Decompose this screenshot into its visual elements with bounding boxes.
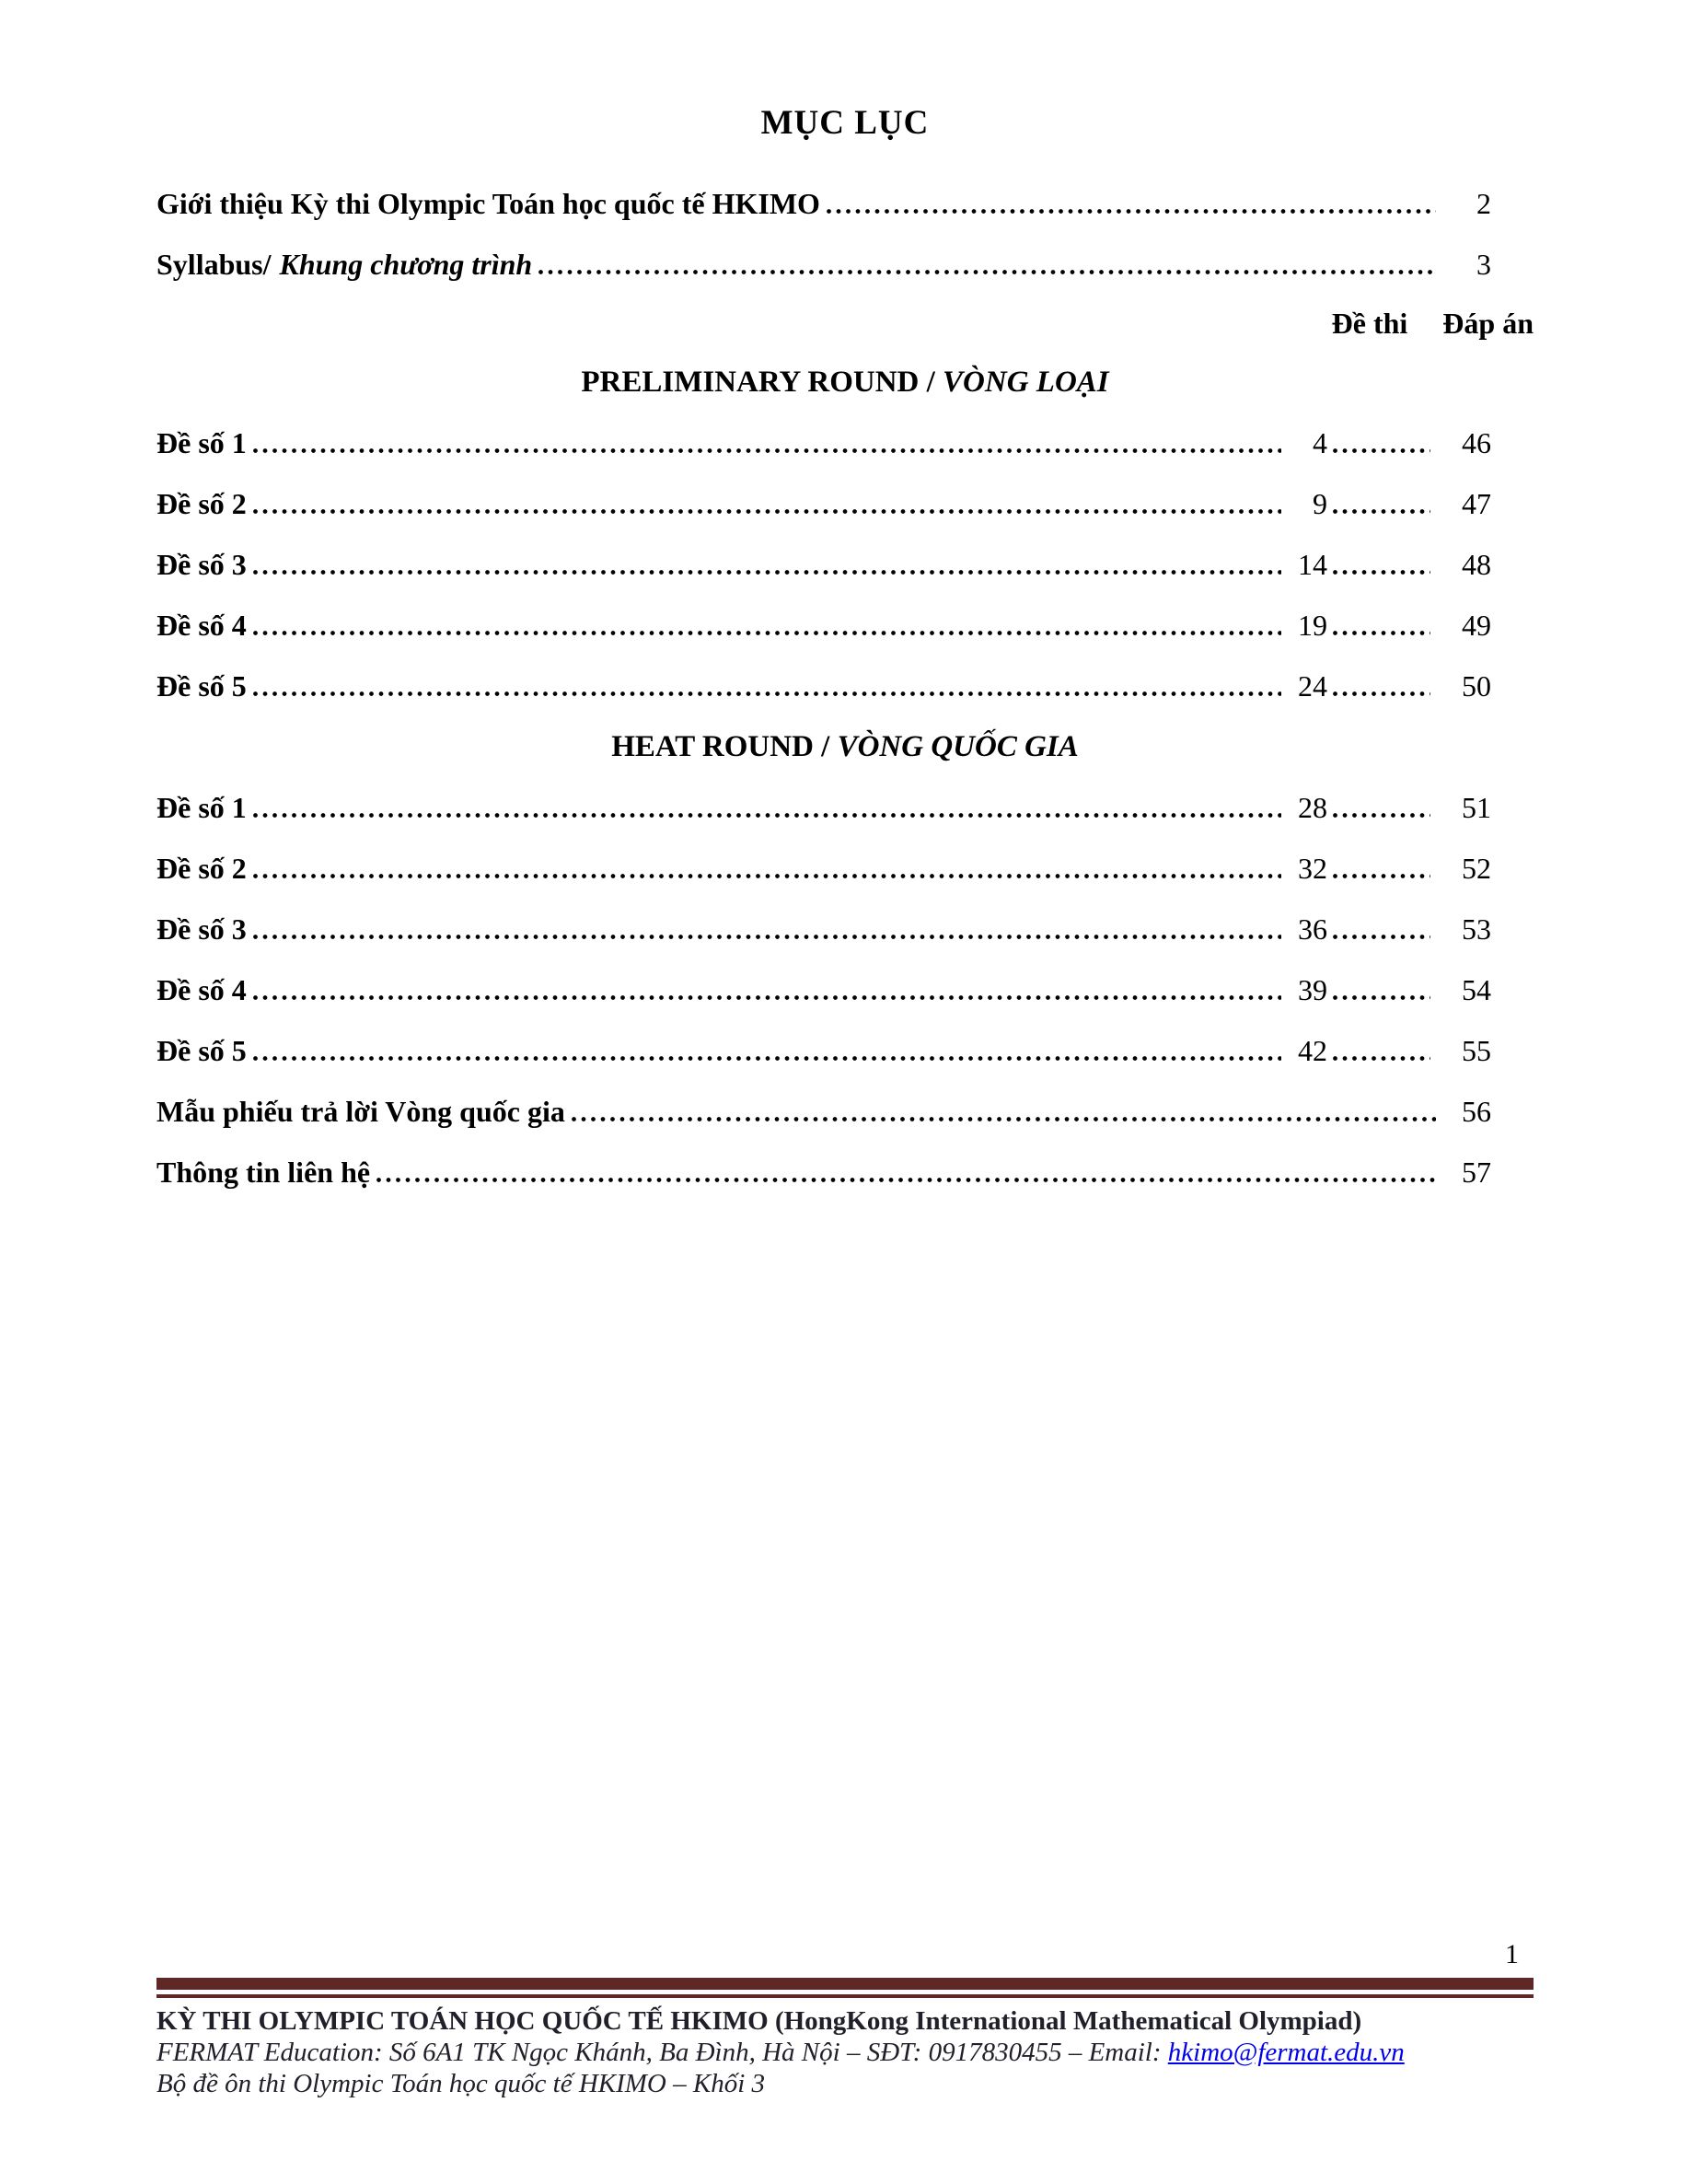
dot-leader: [253, 691, 1281, 696]
dot-leader: [1333, 935, 1430, 939]
section-heading: [156, 717, 1534, 778]
dot-leader: [538, 270, 1436, 274]
page-footer: [156, 1934, 1534, 2099]
toc-entry-label-italic: Khung chương trình: [279, 248, 533, 281]
dot-leader: [253, 631, 1281, 635]
toc-entry-answer: 49: [1462, 609, 1491, 642]
toc-entry-page: 42: [1298, 1034, 1327, 1067]
dot-leader: [253, 1056, 1281, 1061]
toc-entry: [156, 235, 1491, 296]
toc-entry: [156, 596, 1491, 656]
toc-entry: [156, 839, 1491, 900]
toc-entry: [156, 960, 1491, 1021]
toc-entry-page: 2: [1476, 187, 1491, 220]
footer-org-line: KỲ THI OLYMPIC TOÁN HỌC QUỐC TẾ HKIMO (HongKong International Mathematical Olympiad): [156, 2006, 1362, 2036]
dot-leader: [1333, 448, 1430, 453]
toc-entry-answer: 54: [1462, 973, 1491, 1006]
toc-entry-page: 28: [1298, 791, 1327, 824]
toc-entry-label: Đề số 1: [156, 791, 247, 824]
dot-leader: [572, 1117, 1436, 1121]
dot-leader: [376, 1178, 1436, 1182]
toc-entry-page: 56: [1462, 1095, 1491, 1128]
toc-entry-label: Đề số 3: [156, 548, 247, 581]
footer-rule-thick: [156, 1978, 1534, 1990]
toc-entry-page: 24: [1298, 669, 1327, 703]
toc-entry-page: 14: [1298, 548, 1327, 581]
dot-leader: [253, 570, 1281, 575]
toc-entry: [156, 1082, 1491, 1143]
toc-entry-label: Syllabus/: [156, 248, 272, 281]
col-header-de-thi: Đề thi: [1331, 307, 1408, 340]
toc-entry-answer: 46: [1462, 426, 1491, 459]
toc-entry-page: 39: [1298, 973, 1327, 1006]
page-title: MỤC LỤC: [760, 104, 930, 142]
toc-entry-page: 9: [1313, 487, 1327, 520]
toc-entry: [156, 900, 1491, 960]
toc-entry-answer: 47: [1462, 487, 1491, 520]
toc-entry-label: Đề số 4: [156, 609, 247, 642]
section-heading-en: PRELIMINARY ROUND /: [581, 366, 943, 399]
section-heading-vi: VÒNG LOẠI: [943, 366, 1109, 399]
table-of-contents: [156, 174, 1534, 1203]
dot-leader: [1333, 691, 1430, 696]
toc-entry-page: 57: [1462, 1156, 1491, 1189]
toc-entry: [156, 535, 1491, 596]
col-header-dap-an: Đáp án: [1442, 307, 1534, 340]
dot-leader: [1333, 995, 1430, 1000]
page-content: [156, 0, 1534, 1203]
toc-entry-page: 3: [1476, 248, 1491, 281]
section-heading-en: HEAT ROUND /: [611, 730, 838, 763]
dot-leader: [253, 448, 1281, 453]
toc-entry-page: 32: [1298, 852, 1327, 885]
footer-rule-thin: [156, 1994, 1534, 1998]
footer-contact-text: FERMAT Education: Số 6A1 TK Ngọc Khánh, Ba Đình, Hà Nội – SĐT: 0917830455 – Email:: [156, 2038, 1168, 2067]
toc-entry-answer: 53: [1462, 912, 1491, 946]
dot-leader: [827, 209, 1436, 214]
dot-leader: [1333, 509, 1430, 514]
columns-header: [156, 296, 1534, 353]
email-link[interactable]: hkimo@fermat.edu.vn: [1167, 2038, 1405, 2067]
toc-entry-answer: 52: [1462, 852, 1491, 885]
toc-entry: [156, 1143, 1491, 1203]
toc-entry-page: 19: [1298, 609, 1327, 642]
dot-leader: [1333, 813, 1430, 818]
toc-entry-label: Đề số 2: [156, 852, 247, 885]
footer-series-line: Bộ đề ôn thi Olympic Toán học quốc tế HKIMO – Khối 3: [156, 2069, 766, 2098]
toc-entry-label: Đề số 1: [156, 426, 247, 459]
toc-entry: [156, 174, 1491, 235]
toc-entry-label: Đề số 3: [156, 912, 247, 946]
toc-entry-label: Thông tin liên hệ: [156, 1156, 371, 1189]
dot-leader: [253, 995, 1281, 1000]
toc-entry-answer: 48: [1462, 548, 1491, 581]
section-heading: [156, 353, 1534, 413]
toc-entry-label: Đề số 2: [156, 487, 247, 520]
dot-leader: [1333, 570, 1430, 575]
toc-entry-label: Đề số 5: [156, 1034, 247, 1067]
dot-leader: [253, 509, 1281, 514]
toc-entry-answer: 51: [1462, 791, 1491, 824]
toc-entry-answer: 55: [1462, 1034, 1491, 1067]
toc-entry-label: Mẫu phiếu trả lời Vòng quốc gia: [156, 1095, 565, 1128]
toc-entry-label: Giới thiệu Kỳ thi Olympic Toán học quốc tế HKIMO: [156, 187, 820, 220]
toc-entry-label: Đề số 4: [156, 973, 247, 1006]
section-heading-vi: VÒNG QUỐC GIA: [837, 730, 1079, 763]
toc-entry: [156, 656, 1491, 717]
toc-entry-page: 36: [1298, 912, 1327, 946]
toc-entry-answer: 50: [1462, 669, 1491, 703]
footer-contact-line: [156, 2037, 1534, 2068]
toc-entry-page: 4: [1313, 426, 1327, 459]
dot-leader: [1333, 1056, 1430, 1061]
dot-leader: [253, 874, 1281, 878]
dot-leader: [253, 935, 1281, 939]
dot-leader: [253, 813, 1281, 818]
toc-entry: [156, 778, 1491, 839]
dot-leader: [1333, 631, 1430, 635]
toc-entry: [156, 1021, 1491, 1082]
page-number: 1: [1505, 1939, 1519, 1969]
toc-entry-label: Đề số 5: [156, 669, 247, 703]
toc-entry: [156, 474, 1491, 535]
dot-leader: [1333, 874, 1430, 878]
toc-entry: [156, 413, 1491, 474]
